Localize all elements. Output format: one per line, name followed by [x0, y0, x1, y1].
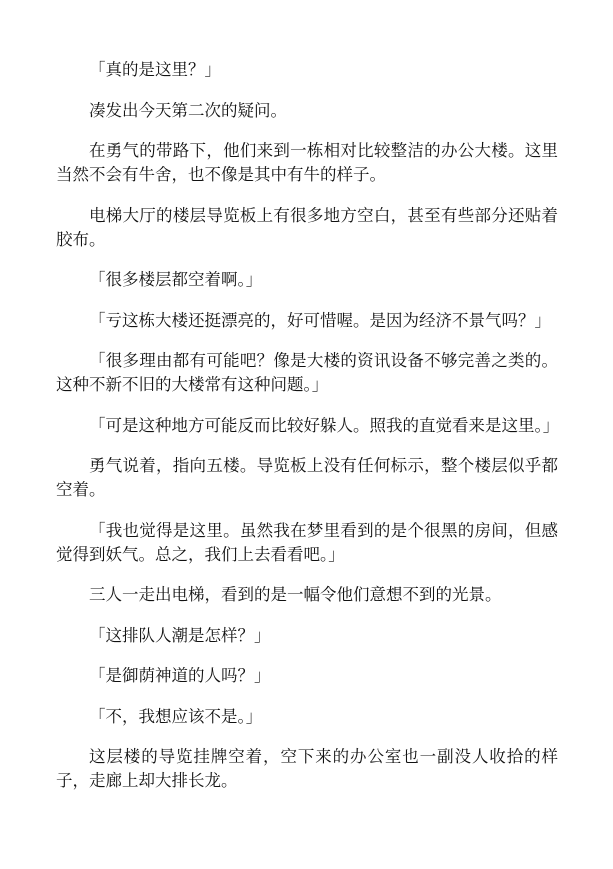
paragraph-9: 勇气说着，指向五楼。导览板上没有任何标示，整个楼层似乎都空着。	[56, 456, 558, 499]
paragraph-3: 在勇气的带路下，他们来到一栋相对比较整洁的办公大楼。这里当然不会有牛舍，也不像是其中有牛的样子。	[56, 141, 558, 184]
paragraph-4: 电梯大厅的楼层导览板上有很多地方空白，甚至有些部分还贴着胶布。	[56, 205, 558, 249]
paragraph-7: 「很多理由都有可能吧？像是大楼的资讯设备不够完善之类的。这种不新不旧的大楼常有这种问题。」	[56, 351, 558, 394]
paragraph-10: 「我也觉得是这里。虽然我在梦里看到的是个很黑的房间，但感觉得到妖气。总之，我们上去看看吧。」	[56, 520, 558, 564]
paragraph-5: 「很多楼层都空着啊。」	[89, 270, 263, 289]
paragraph-6: 「亏这栋大楼还挺漂亮的，好可惜喔。是因为经济不景气吗？」	[89, 310, 551, 330]
document-page	[56, 58, 558, 810]
paragraph-11: 三人一走出电梯，看到的是一幅令他们意想不到的光景。	[89, 585, 502, 604]
paragraph-8: 「可是这种地方可能反而比较好躲人。照我的直觉看来是这里。」	[89, 415, 560, 435]
paragraph-14: 「不，我想应该不是。」	[89, 706, 263, 726]
paragraph-12: 「这排队人潮是怎样？」	[89, 625, 271, 645]
paragraph-1: 「真的是这里？」	[89, 60, 221, 79]
paragraph-13: 「是御荫神道的人吗？」	[89, 666, 271, 685]
paragraph-2: 凑发出今天第二次的疑问。	[89, 100, 287, 120]
paragraph-15: 这层楼的导览挂牌空着，空下来的办公室也一副没人收拾的样子，走廊上却大排长龙。	[56, 747, 558, 790]
